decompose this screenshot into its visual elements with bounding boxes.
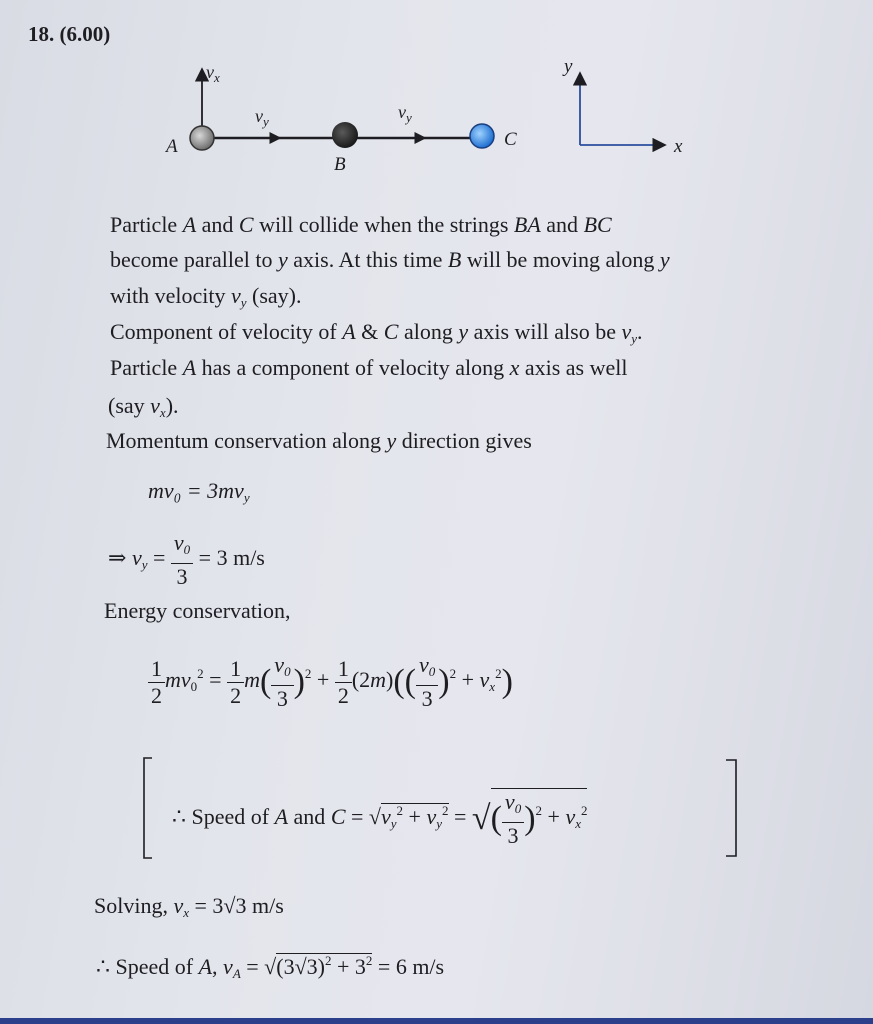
- momentum-equation: $mv_0 = 3mv_y$: [148, 478, 250, 505]
- particle-b: [332, 122, 358, 148]
- energy-equation: $\frac{1}{2}$ $mv_0^2$ = $\frac{1}{2}$ m( $\frac{v_0}{3}$ )$^2$ + $\frac{1}{2}$ (2m)(( $\frac{v_0}{3}$ )$^2 + v_x^2$): [148, 652, 513, 712]
- label-vy-2: $v_y$: [398, 102, 412, 125]
- axis-label-x: x: [674, 136, 683, 157]
- text-line-2: become parallel to y axis. At this time B will be moving along y: [110, 247, 670, 272]
- particle-diagram: [150, 55, 710, 185]
- particle-c: [470, 124, 494, 148]
- vy-result: ⇒ $v_y$ = $\frac{v_0}{3}$ = 3 m/s: [108, 530, 265, 589]
- label-b: B: [334, 154, 346, 175]
- axis-label-y: y: [564, 56, 573, 77]
- label-vx: $v_x$: [206, 62, 220, 85]
- solving-line: Solving, $v_x = 3√3$ m/s: [94, 893, 284, 920]
- text-line-6: (say $v_x$).: [108, 393, 179, 420]
- text-line-1: Particle A and C will collide when the strings BA and BC: [110, 212, 612, 237]
- label-vy-1: $v_y$: [255, 106, 269, 129]
- label-c: C: [504, 129, 517, 150]
- speed-equation: ∴ Speed of A and $C = √v_y^2 + v_y^2$ = √( $\frac{v_0}{3}$ )$^2 + v_x^2$: [172, 789, 588, 848]
- text-line-4: Component of velocity of A & C along y axis will also be $v_y$.: [110, 319, 643, 346]
- page-bottom-edge: [0, 1018, 873, 1024]
- text-line-3: with velocity $v_y$ (say).: [110, 283, 302, 310]
- particle-a: [190, 126, 214, 150]
- label-a: A: [166, 136, 178, 157]
- text-line-7: Momentum conservation along y direction gives: [106, 428, 532, 453]
- final-speed-line: ∴ Speed of A, $v_A = √(3√3)^2 + 3^2 = 6$ m/s: [96, 953, 445, 981]
- question-number: 18. (6.00): [28, 22, 111, 46]
- energy-label: Energy conservation,: [104, 598, 291, 623]
- text-line-5: Particle A has a component of velocity along x axis as well: [110, 355, 628, 380]
